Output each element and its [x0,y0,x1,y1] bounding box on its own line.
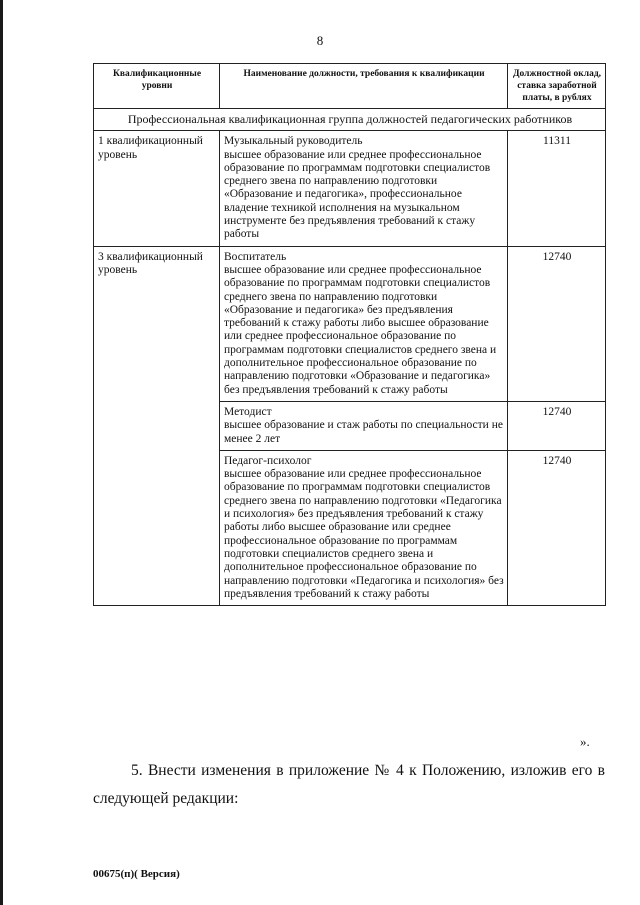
position-cell [220,246,508,401]
position-requirements: высшее образование или среднее профессиональное образование по программам подготовки специалистов среднего звена по направлению подготовки «Педагогика и психология» без предъявления требований к стажу работы либо высшее образование или среднее профессиональное образование по программам подготовки специалистов среднего звена и дополнительное профессиональное образование по направлению подготовки «Педагогика и психология» без предъявления требований к стажу работы [224,468,504,600]
table-row [94,246,606,401]
header-salary: Должностной оклад, ставка заработной платы, в рублях [508,64,606,109]
document-code: 00675(п)( Версия) [93,868,180,880]
position-requirements: высшее образование или среднее профессиональное образование по программам подготовки специалистов среднего звена по направлению подготовки «Образование и педагогика», профессиональное владение техникой исполнения на музыкальном инструменте без предъявления требований к стажу работы [224,148,491,241]
level-cell: 3 квалификационный уровень [94,246,220,605]
salary-cell: 11311 [508,131,606,246]
position-cell [220,131,508,246]
position-requirements: высшее образование или среднее профессиональное образование по программам подготовки специалистов среднего звена по направлению подготовки «Образование и педагогика» без предъявления требований к стажу работы либо высшее образование или среднее профессиональное образование по программам подготовки специалистов среднего звена и дополнительное профессиональное образование по направлению подготовки «Образование и педагогика» без предъявления требований к стажу работы [224,263,497,396]
salary-cell: 12740 [508,246,606,401]
position-name: Методист [224,405,272,418]
position-name: Педагог-психолог [224,454,312,467]
amendment-paragraph: 5. Внести изменения в приложение № 4 к Положению, изложив его в следующей редакции: [93,762,605,807]
group-row [94,109,606,131]
header-title: Наименование должности, требования к квалификации [220,64,508,109]
qualification-table [93,63,606,606]
salary-cell: 12740 [508,401,606,450]
group-title: Профессиональная квалификационная группа должностей педагогических работников [94,109,606,131]
position-cell [220,450,508,605]
position-cell [220,401,508,450]
table-row [94,131,606,246]
table-header-row [94,64,606,109]
position-requirements: высшее образование и стаж работы по специальности не менее 2 лет [224,419,503,445]
closing-quote: ». [580,734,590,749]
header-level: Квалификационные уровни [94,64,220,109]
scan-edge [0,0,3,905]
page-number: 8 [316,33,324,48]
level-cell: 1 квалификационный уровень [94,131,220,246]
position-name: Музыкальный руководитель [224,135,363,148]
salary-cell: 12740 [508,450,606,605]
position-name: Воспитатель [224,250,287,263]
